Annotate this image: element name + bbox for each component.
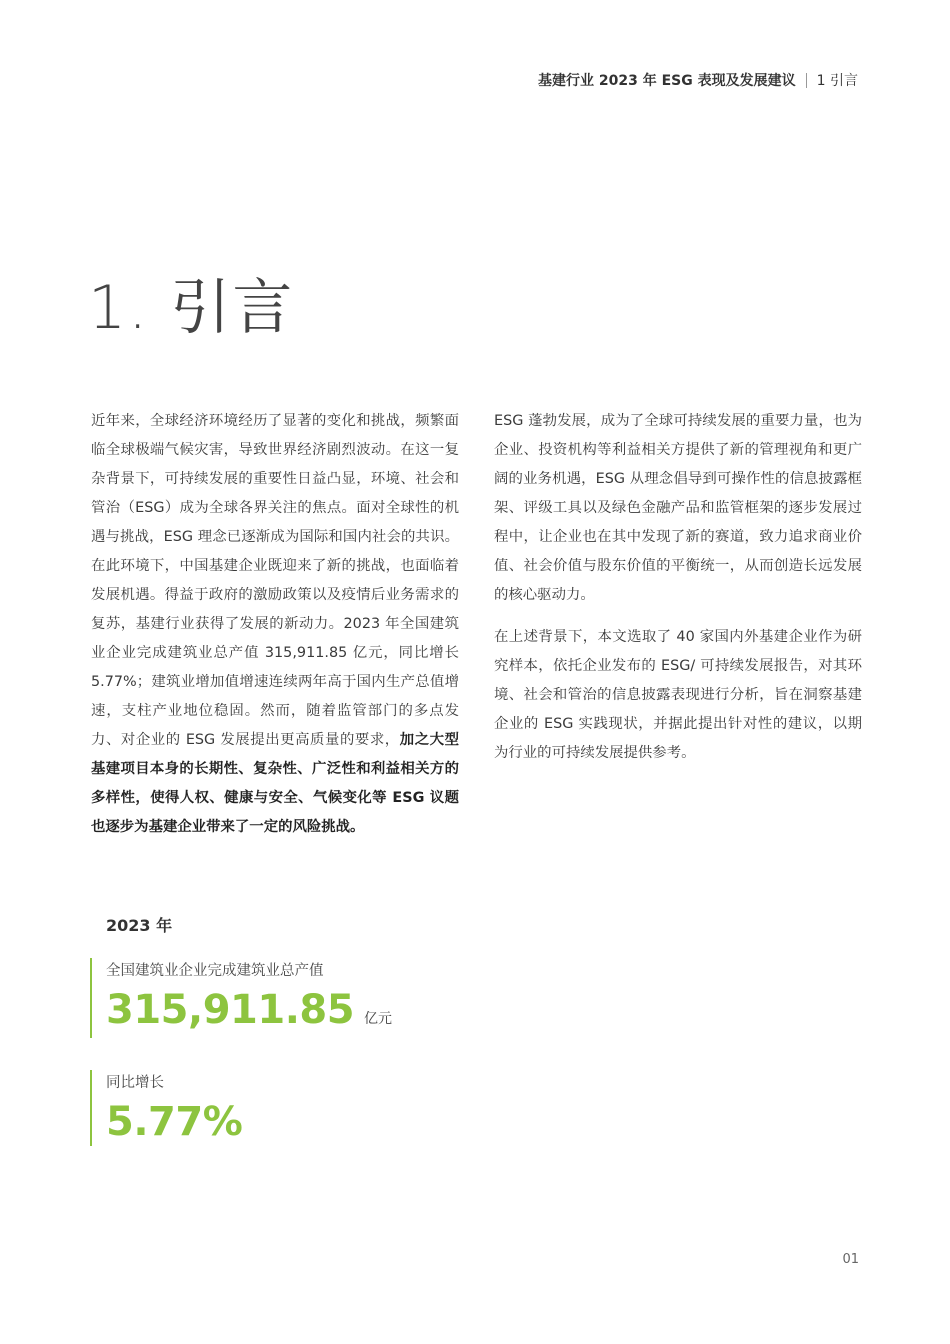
output-stat-value-row	[106, 982, 392, 1038]
output-stat-value: 315,911.85	[106, 987, 355, 1033]
study-scope-paragraph: 在上述背景下，本文选取了 40 家国内外基建企业作为研究样本，依托企业发布的 ESG/ 可持续发展报告，对其环境、社会和管治的信息披露表现进行分析，旨在洞察基建企业的 ESG 实践现状，并据此提出针对性的建议，以期为行业的可持续发展提供参考。	[494, 629, 862, 761]
output-stat	[90, 958, 392, 1038]
running-header	[538, 70, 858, 90]
esg-development-paragraph: ESG 蓬勃发展，成为了全球可持续发展的重要力量，也为企业、投资机构等利益相关方提供了新的管理视角和更广阔的业务机遇，ESG 从理念倡导到可操作性的信息披露框架、评级工具以及绿色金融产品和监管框架的逐步发展过程中，让企业也在其中发现了新的赛道，致力追求商业价值、社会价值与股东价值的平衡统一，从而创造长远发展的核心驱动力。	[494, 413, 862, 603]
growth-stat-label: 同比增长	[106, 1075, 164, 1091]
intro-paragraph	[91, 407, 459, 842]
growth-stat-value-row	[106, 1094, 242, 1150]
output-stat-label: 全国建筑业企业完成建筑业总产值	[106, 963, 324, 979]
intro-emphasis: 加之大型基建项目本身的长期性、复杂性、广泛性和利益相关方的多样性，使得人权、健康与安全、气候变化等 ESG 议题也逐步为基建企业带来了一定的风险挑战。	[91, 732, 459, 835]
intro-text: 近年来，全球经济环境经历了显著的变化和挑战，频繁面临全球极端气候灾害，导致世界经济剧烈波动。在这一复杂背景下，可持续发展的重要性日益凸显，环境、社会和管治（ESG）成为全球各界关注的焦点。面对全球性的机遇与挑战，ESG 理念已逐渐成为国际和国内社会的共识。在此环境下，中国基建企业既迎来了新的挑战，也面临着发展机遇。得益于政府的激励政策以及疫情后业务需求的复苏，基建行业获得了发展的新动力。2023 年全国建筑业企业完成建筑业总产值 315,911.85 亿元，同比增长 5.77%；建筑业增加值增速连续两年高于国内生产总值增速，支柱产业地位稳固。然而，随着监管部门的多点发力、对企业的 ESG 发展提出更高质量的要求，	[91, 413, 459, 748]
right-column	[494, 407, 862, 781]
chapter-title: 1. 引言	[88, 273, 295, 343]
output-stat-unit: 亿元	[364, 1011, 393, 1027]
page-number: 01	[842, 1252, 859, 1267]
growth-stat-value: 5.77%	[106, 1099, 243, 1145]
header-divider	[806, 73, 807, 88]
growth-stat	[90, 1070, 242, 1146]
document-title: 基建行业 2023 年 ESG 表现及发展建议	[538, 73, 796, 89]
left-column	[91, 407, 459, 855]
section-label: 1 引言	[816, 73, 858, 89]
stats-year: 2023 年	[106, 916, 173, 935]
